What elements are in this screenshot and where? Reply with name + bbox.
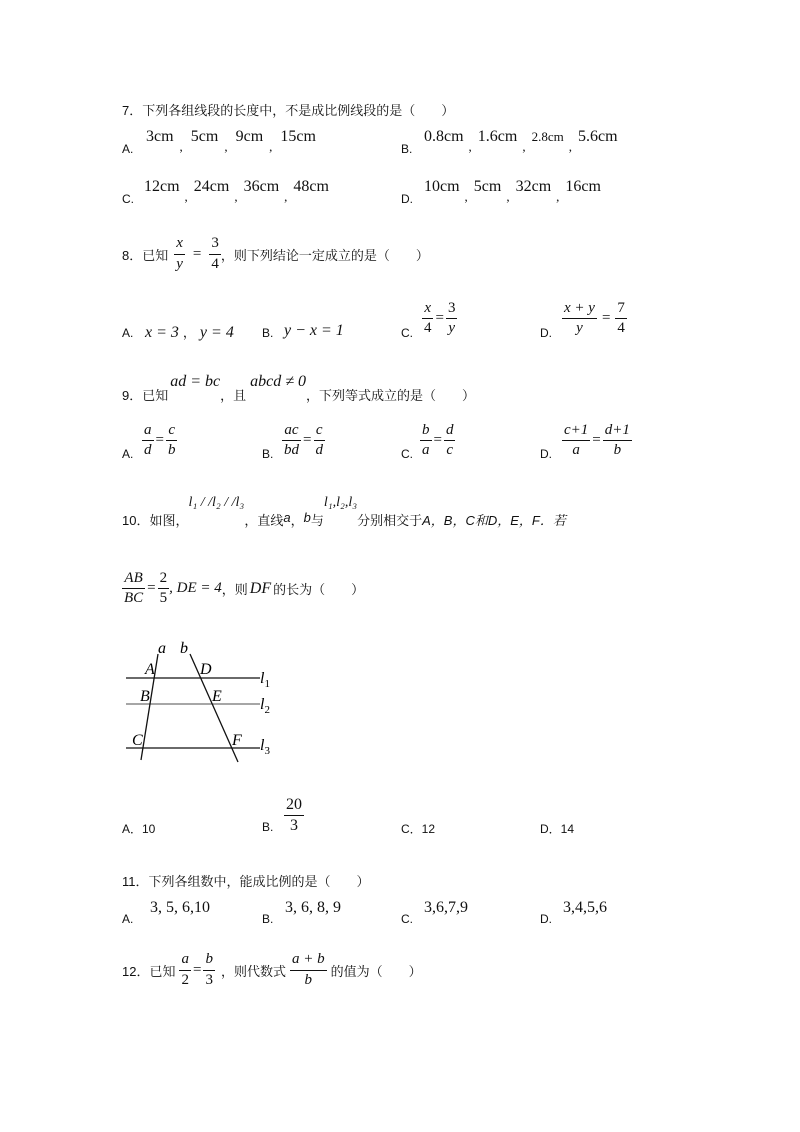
q7-option-d: $10cm_,5cm_,32cm_,16cm$ (424, 178, 601, 204)
q7-d-v4: 16cm (565, 178, 601, 195)
q10-option-c: C．12 (401, 822, 436, 836)
label-b: b (180, 640, 188, 657)
q11-option-c: 3,6,7,9 (424, 899, 468, 916)
q8-option-d-label: D. (540, 326, 552, 340)
q8-option-c-label: C. (401, 326, 413, 340)
q8-post: ，则下列结论一定成立的是（ ） (220, 247, 429, 263)
q7-option-a: $3cm_,5cm_,9cm_,15cm$ (146, 128, 316, 154)
q8-option-d: $\frac{x + y}{y}$ = $\frac{7}{4}$ (564, 300, 625, 337)
q7-c-v3: 36cm (243, 178, 280, 195)
q11-stem: 11．下列各组数中，能成比例的是（ ） (122, 874, 370, 889)
q7-option-b: $0.8cm_,1.6cm_,2.8cm_,5.6cm$ (424, 128, 618, 154)
q7-b-v4: 5.6cm (577, 128, 618, 145)
q10-option-b: $\frac{20}{3}$ (286, 796, 302, 835)
q8-option-b: y − x = 1 (284, 322, 344, 339)
q7-c-v2: 24cm (193, 178, 230, 195)
q9-option-c-label: C. (401, 447, 413, 461)
label-F: F (232, 732, 242, 749)
q12-frac2: $\frac{b}{3}$ (205, 951, 213, 988)
q10-condition: $\frac{AB}{BC}$ = $\frac{2}{5}$ , DE = 4 ，则 DF 的长为（ ） (124, 570, 365, 607)
q9-stem: 9．已知 ad = bc ，且 abcd ≠ 0 ，下列等式成立的是（ ） (122, 373, 476, 403)
q7-option-b-label: B. (401, 142, 413, 156)
label-A: A (145, 661, 155, 678)
q9-option-b: $\frac{ac}{bd}$ = $\frac{c}{d}$ (284, 422, 323, 459)
q11-option-a-label: A. (122, 912, 134, 926)
q7-option-c: $12cm_,24cm_,36cm_,48cm$ (144, 178, 329, 204)
q9-cond2: abcd ≠ 0 (250, 373, 307, 390)
label-C: C (132, 732, 143, 749)
q9-option-a-label: A. (122, 447, 134, 461)
q9-option-d-label: D. (540, 447, 552, 461)
q7-option-a-label: A. (122, 142, 134, 156)
q8-pre: 8．已知 (122, 247, 169, 263)
q7-b-v2: 1.6cm (477, 128, 518, 145)
q7-d-v2: 5cm (473, 178, 502, 195)
q7-c-v4: 48cm (293, 178, 329, 195)
q7-option-d-label: D. (401, 192, 413, 206)
q8-given-frac2: $\frac{3}{4}$ (211, 235, 219, 272)
q12-stem: 12．已知 $\frac{a}{2}$ = $\frac{b}{3}$ ，则代数式 $\frac{a + b}{b}$ 的值为（ ） (122, 951, 422, 988)
q12-frac1: $\frac{a}{2}$ (181, 951, 189, 988)
q9-option-a: $\frac{a}{d}$ = $\frac{c}{b}$ (144, 422, 176, 459)
q7-a-v2: 5cm (190, 128, 219, 145)
label-D: D (200, 661, 212, 678)
label-l2: $l_2$ (260, 696, 270, 716)
label-B: B (140, 688, 150, 705)
q11-option-b: 3, 6, 8, 9 (285, 899, 341, 916)
q7-a-v1: 3cm (146, 128, 174, 145)
q8-option-b-label: B. (262, 326, 274, 340)
q7-a-v4: 15cm (280, 128, 316, 145)
q10-option-a: A．10 (122, 822, 156, 836)
q8-given-frac1: $\frac{x}{y}$ (176, 235, 183, 272)
q9-option-b-label: B. (262, 447, 274, 461)
q9-cond1: ad = bc (170, 373, 221, 390)
label-l1: $l_1$ (260, 670, 270, 690)
q8-option-c: $\frac{x}{4}$ = $\frac{3}{y}$ (424, 300, 456, 337)
label-l3: $l_3$ (260, 737, 270, 757)
q12-frac3: $\frac{a + b}{b}$ (291, 951, 325, 988)
q8-option-a-label: A. (122, 326, 134, 340)
q7-stem: 7．下列各组线段的长度中，不是成比例线段的是（ ） (122, 103, 455, 118)
q7-d-v3: 32cm (515, 178, 552, 195)
q10-parallel: l₁ / /l₂ / /l₃ (188, 495, 245, 510)
q10-figure (120, 638, 290, 770)
q7-b-v3: 2.8cm (531, 129, 564, 144)
q11-option-d-label: D. (540, 912, 552, 926)
q11-option-d: 3,4,5,6 (563, 899, 607, 916)
q9-option-c: $\frac{b}{a}$ = $\frac{d}{c}$ (422, 422, 454, 459)
q7-c-v1: 12cm (144, 178, 180, 195)
q7-b-v1: 0.8cm (424, 128, 464, 145)
label-a: a (158, 640, 166, 657)
q7-d-v1: 10cm (424, 178, 460, 195)
q9-option-d: $\frac{c+1}{a}$ = $\frac{d+1}{b}$ (564, 422, 630, 459)
q11-option-c-label: C. (401, 912, 413, 926)
q10-option-b-label: B. (262, 820, 274, 834)
q10-option-d: D．14 (540, 822, 575, 836)
q7-a-v3: 9cm (235, 128, 264, 145)
label-E: E (212, 688, 222, 705)
q11-option-b-label: B. (262, 912, 274, 926)
q7-option-c-label: C. (122, 192, 134, 206)
q8-stem: 8．已知 $\frac{x}{y}$ = $\frac{3}{4}$ ，则下列结论一定成立的是（ ） (122, 235, 429, 272)
q10-stem: 10．如图， l₁ / /l₂ / /l₃ ，直线 a ， b 与 l₁,l₂,l₃ 分别相交于 A，B，C和D，E，F．若 (122, 495, 566, 528)
line-b (190, 654, 238, 762)
q11-option-a: 3, 5, 6,10 (150, 899, 210, 916)
q8-option-a: x = 3 ， y = 4 (145, 324, 234, 341)
q10-lines: l₁,l₂,l₃ (323, 495, 358, 510)
